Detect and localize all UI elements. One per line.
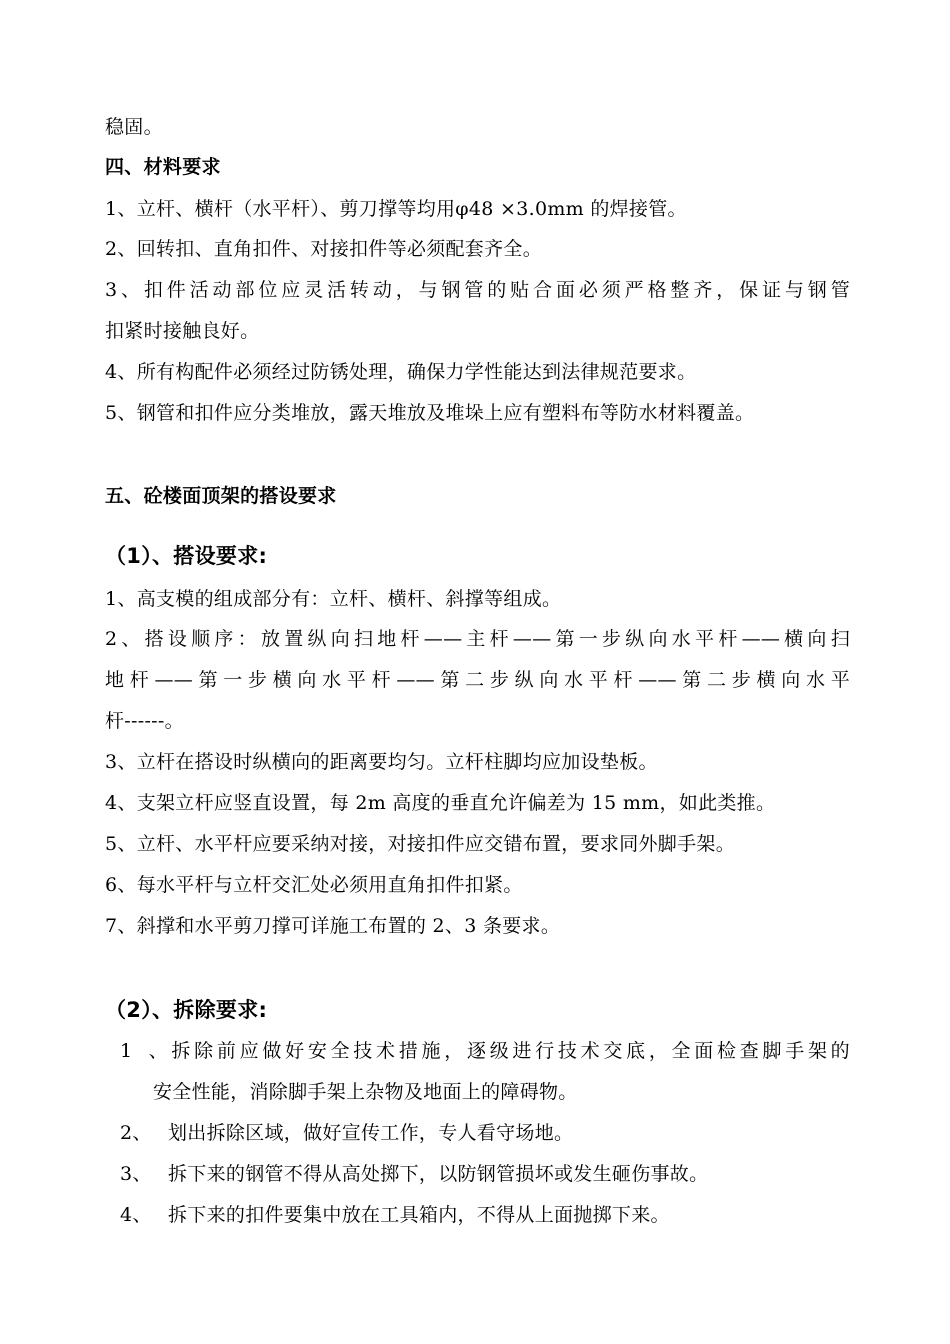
section-heading-erection: 五、砼楼面顶架的搭设要求 [105,485,337,507]
list-item-text: 拆下来的扣件要集中放在工具箱内，不得从上面抛掷下来。 [168,1204,670,1226]
list-item [120,1119,850,1147]
text-line: 6、每水平杆与立杆交汇处必须用直角扣件扣紧。 [105,874,523,896]
text-line: 4、支架立杆应竖直设置，每 2m 高度的垂直允许偏差为 15 mm，如此类推。 [105,792,776,814]
text-line: 7、斜撑和水平剪刀撑可详施工布置的 2、3 条要求。 [105,915,561,937]
list-item-text: 安全性能，消除脚手架上杂物及地面上的障碍物。 [153,1081,578,1103]
text-line: 稳固。 [105,116,163,138]
text-line: 杆------。 [105,710,184,732]
list-item-text: 拆除前应做好安全技术措施，逐级进行技术交底，全面检查脚手架的 [168,1040,850,1062]
subheading-dismantle-requirements: （2）、拆除要求: [105,998,268,1022]
list-item-text: 划出拆除区域，做好宣传工作，专人看守场地。 [168,1122,574,1144]
text-line: 4、所有构配件必须经过防锈处理，确保力学性能达到法律规范要求。 [105,361,697,383]
text-line: 5、钢管和扣件应分类堆放，露天堆放及堆垛上应有塑料布等防水材料覆盖。 [105,402,755,424]
list-item-number: 2、 [120,1122,152,1144]
text-line: 1、立杆、横杆（水平杆）、剪刀撑等均用φ48 ×3.0mm 的焊接管。 [105,198,687,220]
text-line: 2、搭设顺序：放置纵向扫地杆——主杆——第一步纵向水平杆——横向扫 [105,628,850,650]
list-item [120,1037,850,1065]
list-item [120,1160,850,1188]
subheading-erection-requirements: （1）、搭设要求: [105,544,268,568]
text-line: 1、高支模的组成部分有：立杆、横杆、斜撑等组成。 [105,588,562,610]
text-line: 3、立杆在搭设时纵横向的距离要均匀。立杆柱脚均应加设垫板。 [105,751,658,773]
list-item [153,1078,850,1106]
list-item [120,1201,850,1229]
list-item-number: 3、 [120,1163,152,1185]
text-line: 2、回转扣、直角扣件、对接扣件等必须配套齐全。 [105,238,542,260]
text-line: 地杆——第一步横向水平杆——第二步纵向水平杆——第二步横向水平 [105,669,850,691]
text-line: 扣紧时接触良好。 [105,320,260,342]
text-line: 3、扣件活动部位应灵活转动，与钢管的贴合面必须严格整齐，保证与钢管 [105,279,850,301]
list-item-number: 4、 [120,1204,152,1226]
list-item-text: 拆下来的钢管不得从高处掷下，以防钢管损坏或发生砸伤事故。 [168,1163,709,1185]
section-heading-materials: 四、材料要求 [105,156,221,178]
list-item-number: 1、 [120,1040,168,1062]
text-line: 5、立杆、水平杆应要采纳对接，对接扣件应交错布置，要求同外脚手架。 [105,833,735,855]
